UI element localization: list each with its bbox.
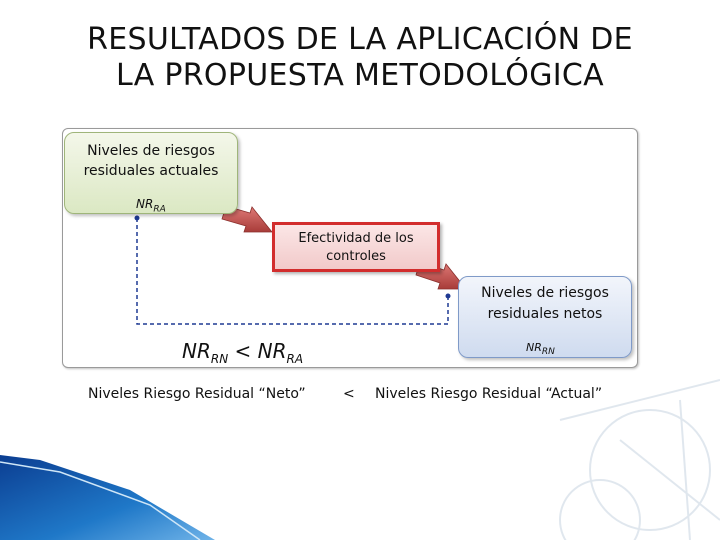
- caption-actual: Niveles Riesgo Residual “Actual”: [375, 386, 603, 402]
- nr-rn-main: NR: [526, 341, 542, 354]
- nr-rn-sub: RN: [541, 347, 555, 358]
- nr-ra-label: [136, 197, 166, 214]
- formula-left-main: NR: [182, 339, 211, 363]
- formula-right-sub: RA: [286, 352, 304, 366]
- current-box-line-2: residuales actuales: [83, 163, 219, 179]
- caption-operator: <: [343, 386, 355, 402]
- nr-ra-main: NR: [136, 197, 154, 211]
- caption-net: Niveles Riesgo Residual “Neto”: [88, 386, 306, 402]
- nr-rn-label: [526, 341, 555, 357]
- formula-left-sub: RN: [210, 352, 229, 366]
- connector-dot-end: [446, 294, 451, 299]
- controls-effectiveness-box: [272, 222, 440, 272]
- comparison-formula: [182, 339, 303, 366]
- title-line-1: RESULTADOS DE LA APLICACIÓN DE: [87, 22, 633, 57]
- title-line-2: LA PROPUESTA METODOLÓGICA: [116, 58, 604, 93]
- current-box-line-1: Niveles de riesgos: [87, 143, 215, 159]
- connector-dot-start: [135, 216, 140, 221]
- nr-ra-sub: RA: [153, 204, 166, 215]
- effectiveness-box-line-1: Efectividad de los: [298, 231, 414, 246]
- net-box-line-1: Niveles de riesgos: [481, 285, 609, 301]
- formula-right-main: NR: [257, 339, 287, 363]
- background-decorative-graphic: [560, 380, 720, 540]
- net-box-line-2: residuales netos: [487, 306, 603, 322]
- formula-operator: <: [228, 339, 258, 363]
- effectiveness-box-line-2: controles: [326, 249, 386, 264]
